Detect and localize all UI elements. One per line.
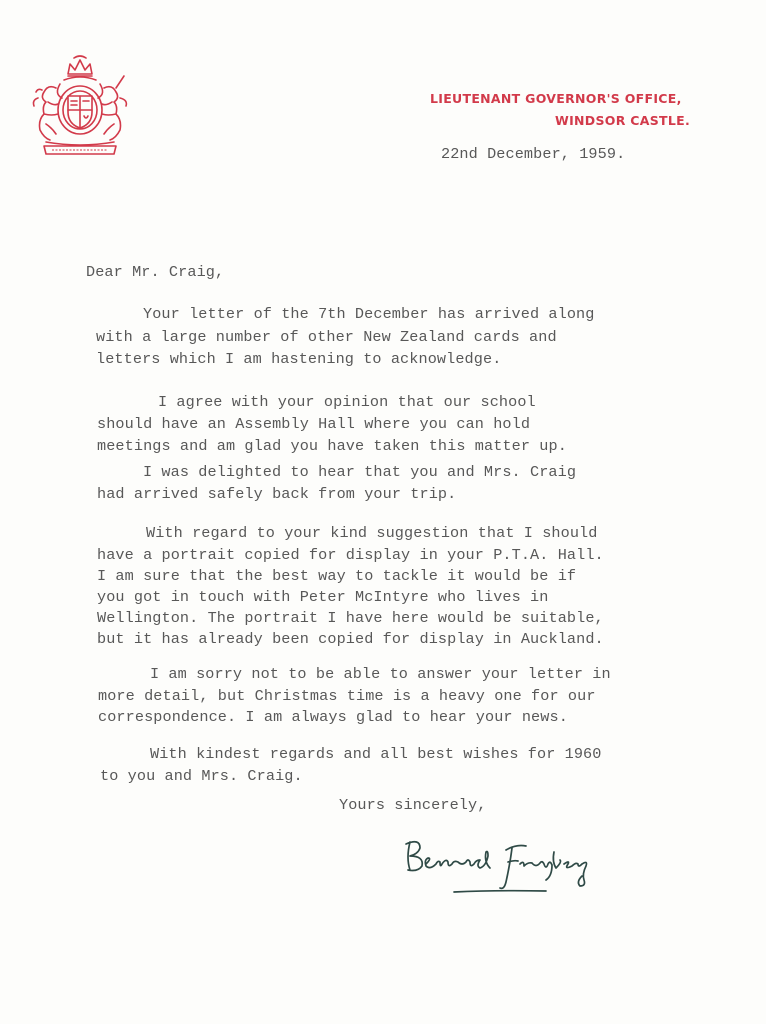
- body-line: had arrived safely back from your trip.: [97, 485, 457, 503]
- body-line: With kindest regards and all best wishes for 1960: [150, 745, 602, 763]
- body-line: meetings and am glad you have taken this matter up.: [97, 437, 567, 455]
- body-line: With regard to your kind suggestion that I should: [146, 524, 598, 542]
- body-line: but it has already been copied for display in Auckland.: [97, 630, 604, 648]
- royal-coat-of-arms-icon: [24, 54, 136, 158]
- signature: [396, 830, 610, 900]
- body-line: I am sorry not to be able to answer your letter in: [150, 665, 611, 683]
- body-line: with a large number of other New Zealand cards and: [96, 328, 557, 346]
- body-line: more detail, but Christmas time is a heavy one for our: [98, 687, 596, 705]
- body-line: I am sure that the best way to tackle it would be if: [97, 567, 577, 585]
- body-line: have a portrait copied for display in your P.T.A. Hall.: [97, 546, 604, 564]
- body-line: letters which I am hastening to acknowledge.: [96, 350, 502, 368]
- body-line: correspondence. I am always glad to hear your news.: [98, 708, 568, 726]
- body-line: Your letter of the 7th December has arrived along: [143, 305, 595, 323]
- salutation: Dear Mr. Craig,: [86, 263, 225, 281]
- body-line: I agree with your opinion that our school: [158, 393, 536, 411]
- letterhead-office: LIEUTENANT GOVERNOR'S OFFICE,: [430, 91, 682, 106]
- body-line: should have an Assembly Hall where you can hold: [97, 415, 531, 433]
- body-line: I was delighted to hear that you and Mrs. Craig: [143, 463, 577, 481]
- letterhead: [430, 88, 692, 132]
- closing: Yours sincerely,: [339, 796, 487, 814]
- letterhead-location: WINDSOR CASTLE.: [554, 113, 690, 128]
- letter-date: 22nd December, 1959.: [441, 145, 626, 163]
- body-line: Wellington. The portrait I have here would be suitable,: [97, 609, 604, 627]
- body-line: you got in touch with Peter McIntyre who lives in: [97, 588, 549, 606]
- body-line: to you and Mrs. Craig.: [100, 767, 303, 785]
